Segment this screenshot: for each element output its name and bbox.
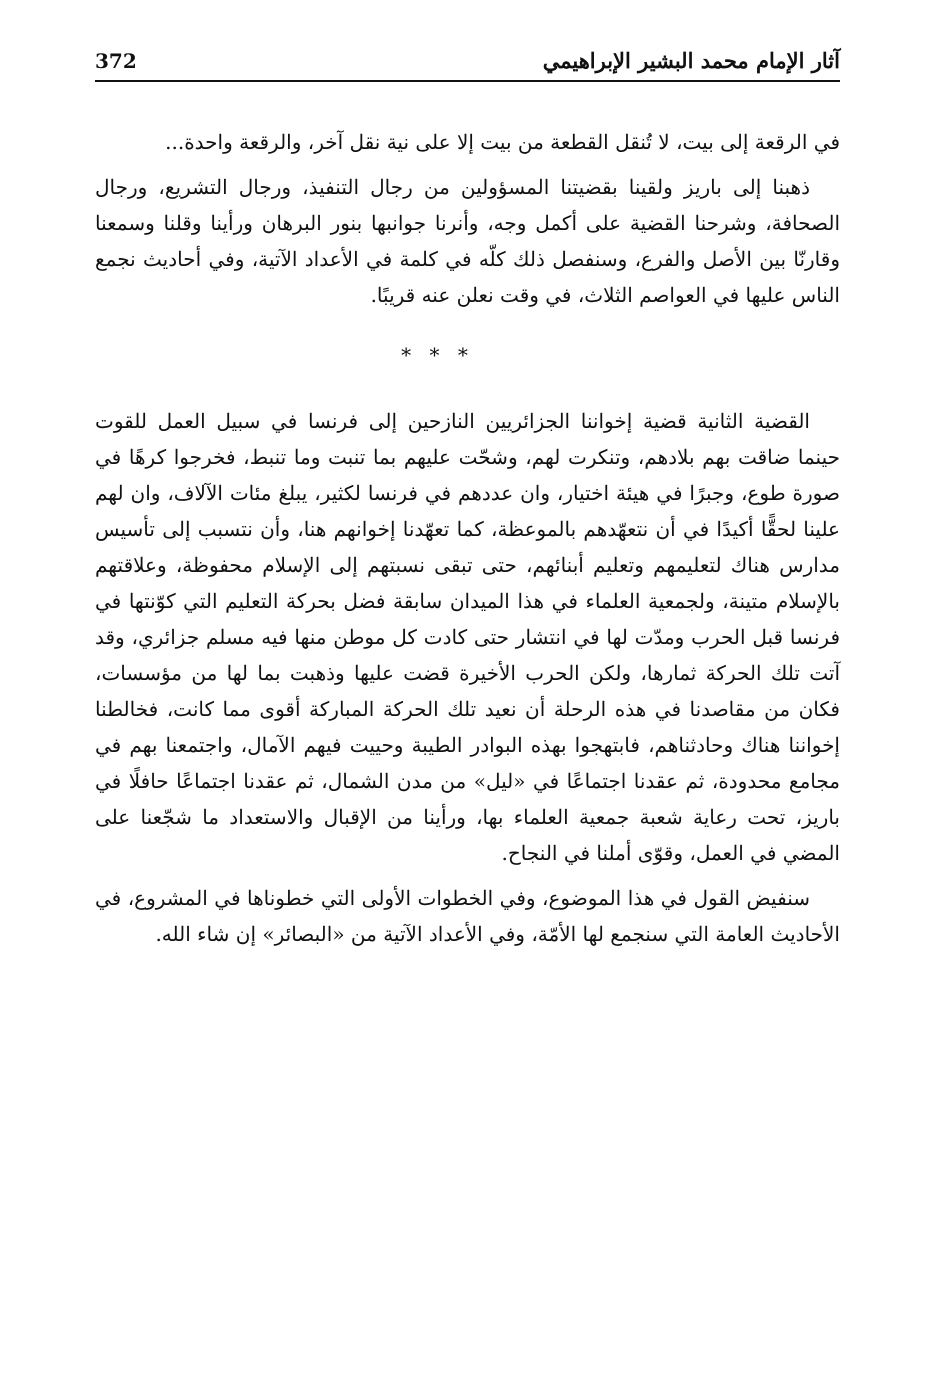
paragraph-second-issue: القضية الثانية قضية إخواننا الجزائريين النازحين إلى فرنسا في سبيل العمل للقوت حينما ضاقت بهم بلادهم، وتنكرت لهم، وشحّت عليهم بما تنبت وما تنبط، فخرجوا كرهًا في صورة طوع، وجبرًا في هيئة اختيار، وان عددهم في فرنسا لكثير، يبلغ مئات الآلاف، وان لهم علينا لحقًّا أكيدًا في أن نتعهّدهم بالموعظة، كما تعهّدنا إخوانهم هنا، وأن نتسبب إلى تأسيس مدارس هناك لتعليمهم وتعليم أبنائهم، حتى تبقى نسبتهم إلى الإسلام محفوظة، وعلاقتهم بالإسلام متينة، ولجمعية العلماء في هذا الميدان سابقة فضل بحركة التعليم التي كوّنتها في فرنسا قبل الحرب ومدّت لها في انتشار حتى كادت كل موطن منها فيه مسلم جزائري، وقد آتت تلك الحركة ثمارها، ولكن الحرب الأخيرة قضت عليها وذهبت بما لها من مؤسسات، فكان من مقاصدنا في هذه الرحلة أن نعيد تلك الحركة المباركة أقوى مما كانت، فخالطنا إخواننا هناك وحادثناهم، فابتهجوا بهذه البوادر الطيبة وحييت فيهم الآمال، واجتمعنا بهم في مجامع محدودة، ثم عقدنا اجتماعًا في «ليل» من مدن الشمال، ثم عقدنا اجتماعًا حافلًا في باريز، تحت رعاية شعبة جمعية العلماء بها، ورأينا من الإقبال والاستعداد ما شجّعنا على المضي في العمل، وقوّى أملنا في النجاح. [95,409,840,865]
page-number: 372 [95,49,137,73]
section-separator: * * * [401,343,474,367]
running-header-title: آثار الإمام محمد البشير الإبراهيمي [542,48,840,73]
paragraph-paris-visit: ذهبنا إلى باريز ولقينا بقضيتنا المسؤولين من رجال التنفيذ، ورجال التشريع، ورجال الصحافة، وشرحنا القضية على أكمل وجه، وأنرنا جوانبها بنور البرهان ورأينا وقلنا وسمعنا وقارنّا بين الأصل والفرع، وسنفصل ذلك كلّه في كلمة في الأعداد الآتية، وفي أحاديث نجمع الناس عليها في العواصم الثلاث، في وقت نعلن عنه قريبًا. [95,175,840,307]
paragraph-gap [95,871,840,880]
paragraph-closing: سنفيض القول في هذا الموضوع، وفي الخطوات الأولى التي خطوناها في المشروع، في الأحاديث العامة التي سنجمع لها الأمّة، وفي الأعداد الآتية من «البصائر» إن شاء الله. [95,886,840,946]
running-header [95,40,840,82]
paragraph-continuation: في الرقعة إلى بيت، لا تُنقل القطعة من بيت إلا على نية نقل آخر، والرقعة واحدة... [165,130,840,154]
paragraph-gap [95,160,840,169]
body-text [95,124,840,952]
book-page [95,40,840,952]
